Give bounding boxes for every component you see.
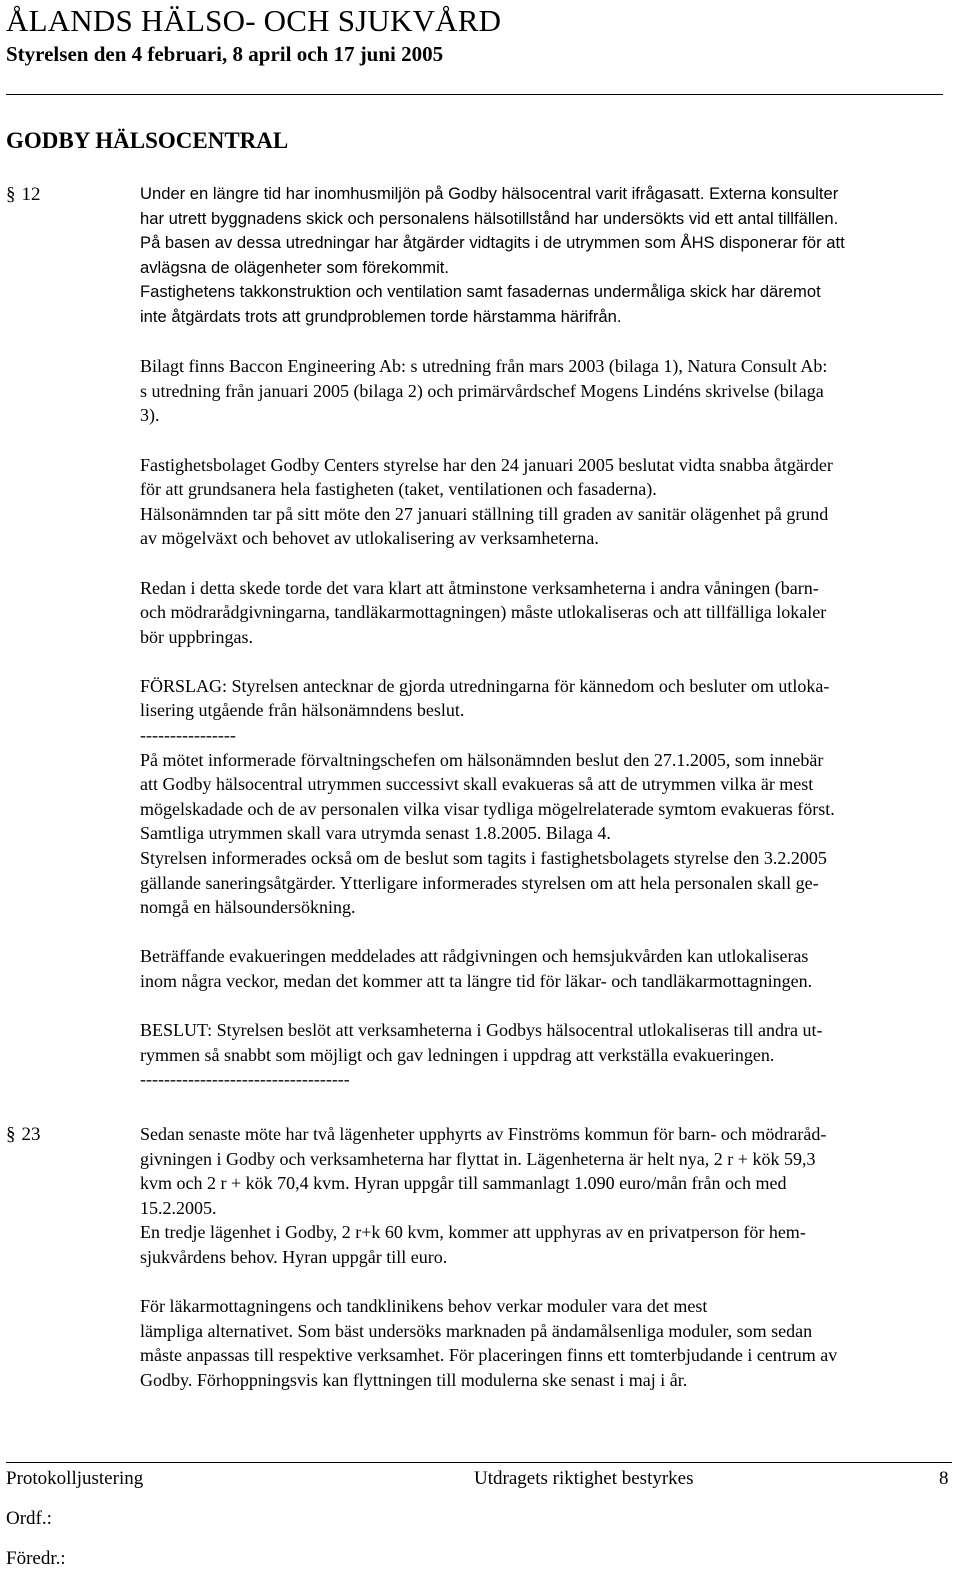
text-line: Bilagt finns Baccon Engineering Ab: s utredning från mars 2003 (bilaga 1), Natura Consult Ab: xyxy=(140,356,828,377)
footer-certification: Utdragets riktighet bestyrkes xyxy=(474,1468,694,1489)
paragraph-23-body xyxy=(140,1122,952,1393)
document-title: ÅLANDS HÄLSO- OCH SJUKVÅRD xyxy=(6,3,502,38)
paragraph-number: 12 xyxy=(21,184,41,205)
text-line: Redan i detta skede torde det vara klart att åtminstone verksamheterna i andra våningen (barn- xyxy=(140,577,819,598)
text-line: Godby. Förhoppningsvis kan flyttningen till modulerna ske senast i maj i år. xyxy=(140,1369,688,1390)
text-line: av mögelväxt och behovet av utlokalisering av verksamheterna. xyxy=(140,528,599,549)
text-line: inte åtgärdats trots att grundproblemen torde härstamma härifrån. xyxy=(140,306,622,326)
text-line: bör uppbringas. xyxy=(140,626,253,647)
text-line: Hälsonämnden tar på sitt möte den 27 januari ställning till graden av sanitär olägenhet på grund xyxy=(140,503,829,524)
text-line: 15.2.2005. xyxy=(140,1197,217,1218)
text-line: lämpliga alternativet. Som bäst undersöks marknaden på ändamålsenliga moduler, som sedan xyxy=(140,1320,813,1341)
text-line: Samtliga utrymmen skall vara utrymda senast 1.8.2005. Bilaga 4. xyxy=(140,823,611,844)
text-line: ---------------- xyxy=(140,725,236,746)
text-line: avlägsna de olägenheter som förekommit. xyxy=(140,257,449,277)
text-line: På mötet informerade förvaltningschefen om hälsonämnden beslut den 27.1.2005, som innebär xyxy=(140,749,824,770)
blank-line xyxy=(140,994,952,1019)
footer-divider xyxy=(6,1462,952,1463)
text-line: givningen i Godby och verksamheterna har flyttat in. Lägenheterna är helt nya, 2 r + kök 59,3 xyxy=(140,1148,816,1169)
blank-line xyxy=(140,330,952,355)
paragraph-number: 23 xyxy=(21,1124,41,1145)
text-line: inom några veckor, medan det kommer att ta längre tid för läkar- och tandläkarmottagningen. xyxy=(140,971,813,991)
page-number: 8 xyxy=(939,1468,949,1489)
paragraph-number-12 xyxy=(6,182,41,208)
text-line: En tredje lägenhet i Godby, 2 r+k 60 kvm, kommer att upphyras av en privatperson för hem- xyxy=(140,1222,806,1243)
text-line: rymmen så snabbt som möjligt och gav ledningen i uppdrag att verkställa evakueringen. xyxy=(140,1044,775,1065)
text-line: Under en längre tid har inomhusmiljön på Godby hälsocentral varit ifrågasatt. Externa konsulter xyxy=(140,184,839,203)
text-line: 3). xyxy=(140,405,160,426)
section-symbol: § xyxy=(6,1124,16,1145)
blank-line xyxy=(140,1270,952,1295)
section-title: GODBY HÄLSOCENTRAL xyxy=(6,128,289,153)
footer-foredr-label: Föredr.: xyxy=(6,1548,66,1569)
text-line: För läkarmottagningens och tandklinikens behov verkar moduler vara det mest xyxy=(140,1296,708,1317)
text-line: sjukvårdens behov. Hyran uppgår till euro. xyxy=(140,1246,448,1267)
text-line: Fastighetsbolaget Godby Centers styrelse har den 24 januari 2005 beslutat vidta snabba åtgärder xyxy=(140,454,833,475)
text-line: måste anpassas till respektive verksamhet. För placeringen finns ett tomterbjudande i centrum av xyxy=(140,1345,838,1366)
text-line: lisering utgående från hälsonämndens beslut. xyxy=(140,700,465,721)
document-subtitle: Styrelsen den 4 februari, 8 april och 17 juni 2005 xyxy=(6,42,444,66)
text-line: ----------------------------------- xyxy=(140,1069,350,1090)
blank-line xyxy=(140,428,952,453)
footer-protokolljustering: Protokolljustering xyxy=(6,1468,144,1489)
text-line: för att grundsanera hela fastigheten (taket, ventilationen och fasaderna). xyxy=(140,479,657,500)
footer-ordf-label: Ordf.: xyxy=(6,1508,52,1529)
text-line: att Godby hälsocentral utrymmen successivt skall evakueras så att de utrymmen vilka är mest xyxy=(140,774,814,795)
blank-line xyxy=(140,551,952,576)
text-line: FÖRSLAG: Styrelsen antecknar de gjorda utredningarna för kännedom och besluter om utloka- xyxy=(140,675,830,696)
text-line: har utrett byggnadens skick och personalens hälsotillstånd har undersökts vid ett antal tillfällen. xyxy=(140,208,839,228)
text-line: mögelskadade och de av personalen vilka visar tydliga mögelrelaterade symtom evakueras först. xyxy=(140,798,835,819)
section-symbol: § xyxy=(6,184,16,205)
text-line: Sedan senaste möte har två lägenheter upphyrts av Finströms kommun för barn- och mödraråd- xyxy=(140,1124,827,1144)
text-line: gällande saneringsåtgärder. Ytterligare informerades styrelsen om att hela personalen skall ge- xyxy=(140,872,819,893)
text-line: Fastighetens takkonstruktion och ventilation samt fasadernas undermåliga skick har däremot xyxy=(140,282,821,302)
text-line: s utredning från januari 2005 (bilaga 2) och primärvårdschef Mogens Lindéns skrivelse (bilaga xyxy=(140,380,824,401)
text-line: På basen av dessa utredningar har åtgärder vidtagits i de utrymmen som ÅHS disponerar för att xyxy=(140,233,845,253)
text-line: BESLUT: Styrelsen beslöt att verksamheterna i Godbys hälsocentral utlokaliseras till andra ut- xyxy=(140,1020,823,1041)
paragraph-12-body xyxy=(140,182,952,1092)
blank-line xyxy=(140,649,952,674)
text-line: och mödrarådgivningarna, tandläkarmottagningen) måste utlokaliseras och att tillfälliga lokaler xyxy=(140,602,827,623)
text-line: kvm och 2 r + kök 70,4 kvm. Hyran uppgår till sammanlagt 1.090 euro/mån från och med xyxy=(140,1173,787,1194)
text-line: Beträffande evakueringen meddelades att rådgivningen och hemsjukvården kan utlokaliseras xyxy=(140,946,809,967)
paragraph-number-23 xyxy=(6,1122,41,1148)
text-line: nomgå en hälsoundersökning. xyxy=(140,897,356,918)
blank-line xyxy=(140,920,952,945)
text-line: Styrelsen informerades också om de beslut som tagits i fastighetsbolagets styrelse den 3.2.2005 xyxy=(140,848,827,869)
header-divider xyxy=(6,94,943,95)
